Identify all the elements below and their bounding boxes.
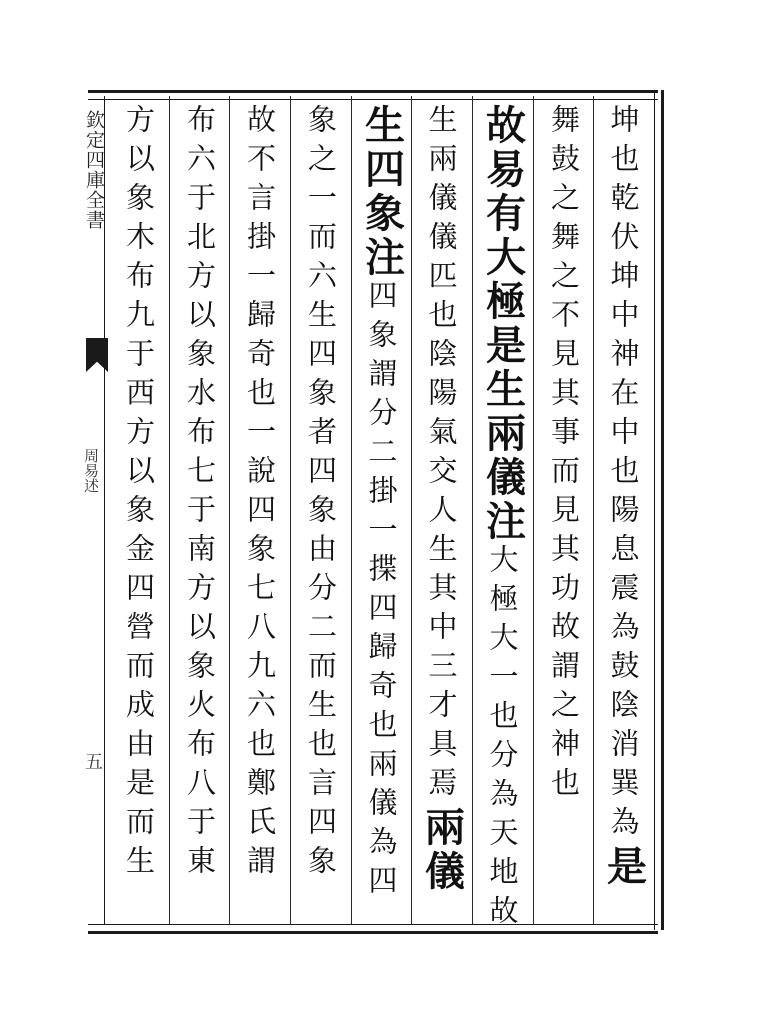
text-column <box>108 104 169 916</box>
column-text <box>600 104 648 916</box>
main-text-segment: 故易有大極是生兩儀注 <box>479 104 527 544</box>
margin-series-title: 欽定四庫全書 <box>83 110 105 230</box>
commentary-text-segment: 象之一而六生四象者四象由分二而生也言四象 <box>304 104 338 884</box>
commentary-text-segment: 布六于北方以象水布七于南方以象火布八于東 <box>183 104 217 884</box>
commentary-text-segment: 舞鼓之舞之不見其事而見其功故謂之神也 <box>547 104 581 806</box>
column-rule <box>472 96 473 924</box>
column-text <box>122 104 156 916</box>
text-column <box>472 104 533 934</box>
commentary-text-segment: 生兩儀儀匹也陰陽氣交人生其中三才具焉 <box>424 104 459 806</box>
frame-bottom-border <box>88 924 658 934</box>
text-column <box>411 104 472 916</box>
column-rule <box>351 96 352 924</box>
column-text <box>358 104 406 916</box>
column-rule <box>593 96 594 924</box>
column-text <box>243 104 277 916</box>
frame-top-border <box>88 90 658 100</box>
column-text <box>183 104 217 916</box>
column-rule <box>169 96 170 924</box>
commentary-text-segment: 大極大一也分為天地故 <box>485 544 520 934</box>
text-column <box>229 104 290 916</box>
main-text-segment: 是 <box>600 845 648 889</box>
column-text <box>547 104 581 916</box>
frame-right-border <box>654 90 664 930</box>
text-column <box>533 104 594 916</box>
column-text <box>418 104 466 916</box>
column-text <box>304 104 338 916</box>
text-column <box>290 104 351 916</box>
commentary-text-segment: 坤也乾伏坤中神在中也陽息震為鼓陰消巽為 <box>606 104 641 845</box>
text-column <box>169 104 230 916</box>
column-rule <box>411 96 412 924</box>
main-text-segment: 生四象注 <box>358 104 406 280</box>
column-rule <box>290 96 291 924</box>
column-rule <box>533 96 534 924</box>
commentary-text-segment: 方以象木布九于西方以象金四營而成由是而生 <box>122 104 156 884</box>
commentary-text-segment: 四象謂分二掛一揲四歸奇也兩儀為四 <box>364 280 399 904</box>
text-column <box>351 104 412 916</box>
margin-book-title: 周易述 <box>82 448 100 493</box>
margin-folio-number: 五 <box>82 752 103 770</box>
column-text <box>479 104 527 934</box>
text-column <box>593 104 654 916</box>
main-text-segment: 兩儀 <box>418 806 466 894</box>
column-rule <box>229 96 230 924</box>
commentary-text-segment: 故不言掛一歸奇也一說四象七八九六也鄭氏謂 <box>243 104 277 884</box>
